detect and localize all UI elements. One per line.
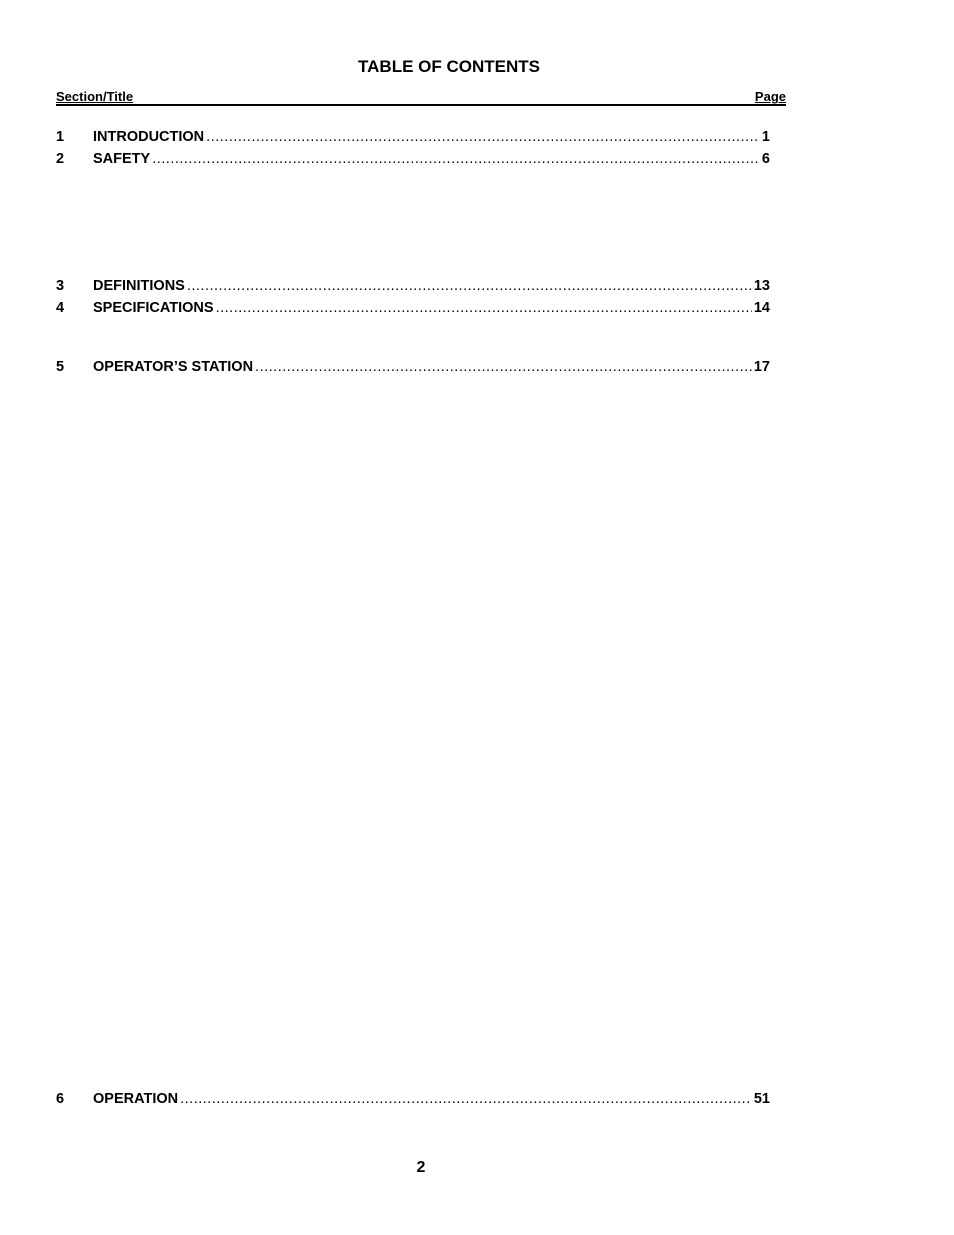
entry-title: SPECIFICATIONS bbox=[93, 300, 214, 316]
toc-entry[interactable] bbox=[56, 1090, 770, 1108]
entry-title: SAFETY bbox=[93, 151, 151, 167]
entry-page: 14 bbox=[753, 300, 770, 316]
page-number: 2 bbox=[416, 1159, 426, 1176]
dot-leader bbox=[152, 150, 760, 168]
toc-entry[interactable] bbox=[56, 150, 770, 168]
page-title: TABLE OF CONTENTS bbox=[358, 57, 540, 76]
dot-leader bbox=[187, 277, 752, 295]
entry-title: OPERATOR’S STATION bbox=[93, 359, 254, 375]
entry-title: INTRODUCTION bbox=[93, 129, 205, 145]
entry-page: 51 bbox=[753, 1091, 770, 1107]
entry-page: 13 bbox=[753, 278, 770, 294]
toc-entry[interactable] bbox=[56, 128, 770, 146]
entry-number: 3 bbox=[56, 278, 65, 294]
entry-number: 1 bbox=[56, 129, 65, 145]
entry-title: OPERATION bbox=[93, 1091, 179, 1107]
dot-leader bbox=[216, 299, 752, 317]
page-heading: Page bbox=[754, 89, 786, 104]
entry-number: 6 bbox=[56, 1091, 65, 1107]
entry-number: 5 bbox=[56, 359, 65, 375]
entry-title: DEFINITIONS bbox=[93, 278, 185, 294]
entry-page: 17 bbox=[753, 359, 770, 375]
entry-page: 6 bbox=[761, 151, 770, 167]
toc-entry[interactable] bbox=[56, 277, 770, 295]
toc-header bbox=[56, 89, 786, 106]
entry-page: 1 bbox=[761, 129, 770, 145]
dot-leader bbox=[180, 1090, 752, 1108]
dot-leader bbox=[206, 128, 760, 146]
section-title-heading: Section/Title bbox=[56, 89, 134, 104]
entry-number: 2 bbox=[56, 151, 65, 167]
dot-leader bbox=[255, 358, 752, 376]
entry-number: 4 bbox=[56, 300, 65, 316]
toc-entry[interactable] bbox=[56, 358, 770, 376]
toc-entry[interactable] bbox=[56, 299, 770, 317]
